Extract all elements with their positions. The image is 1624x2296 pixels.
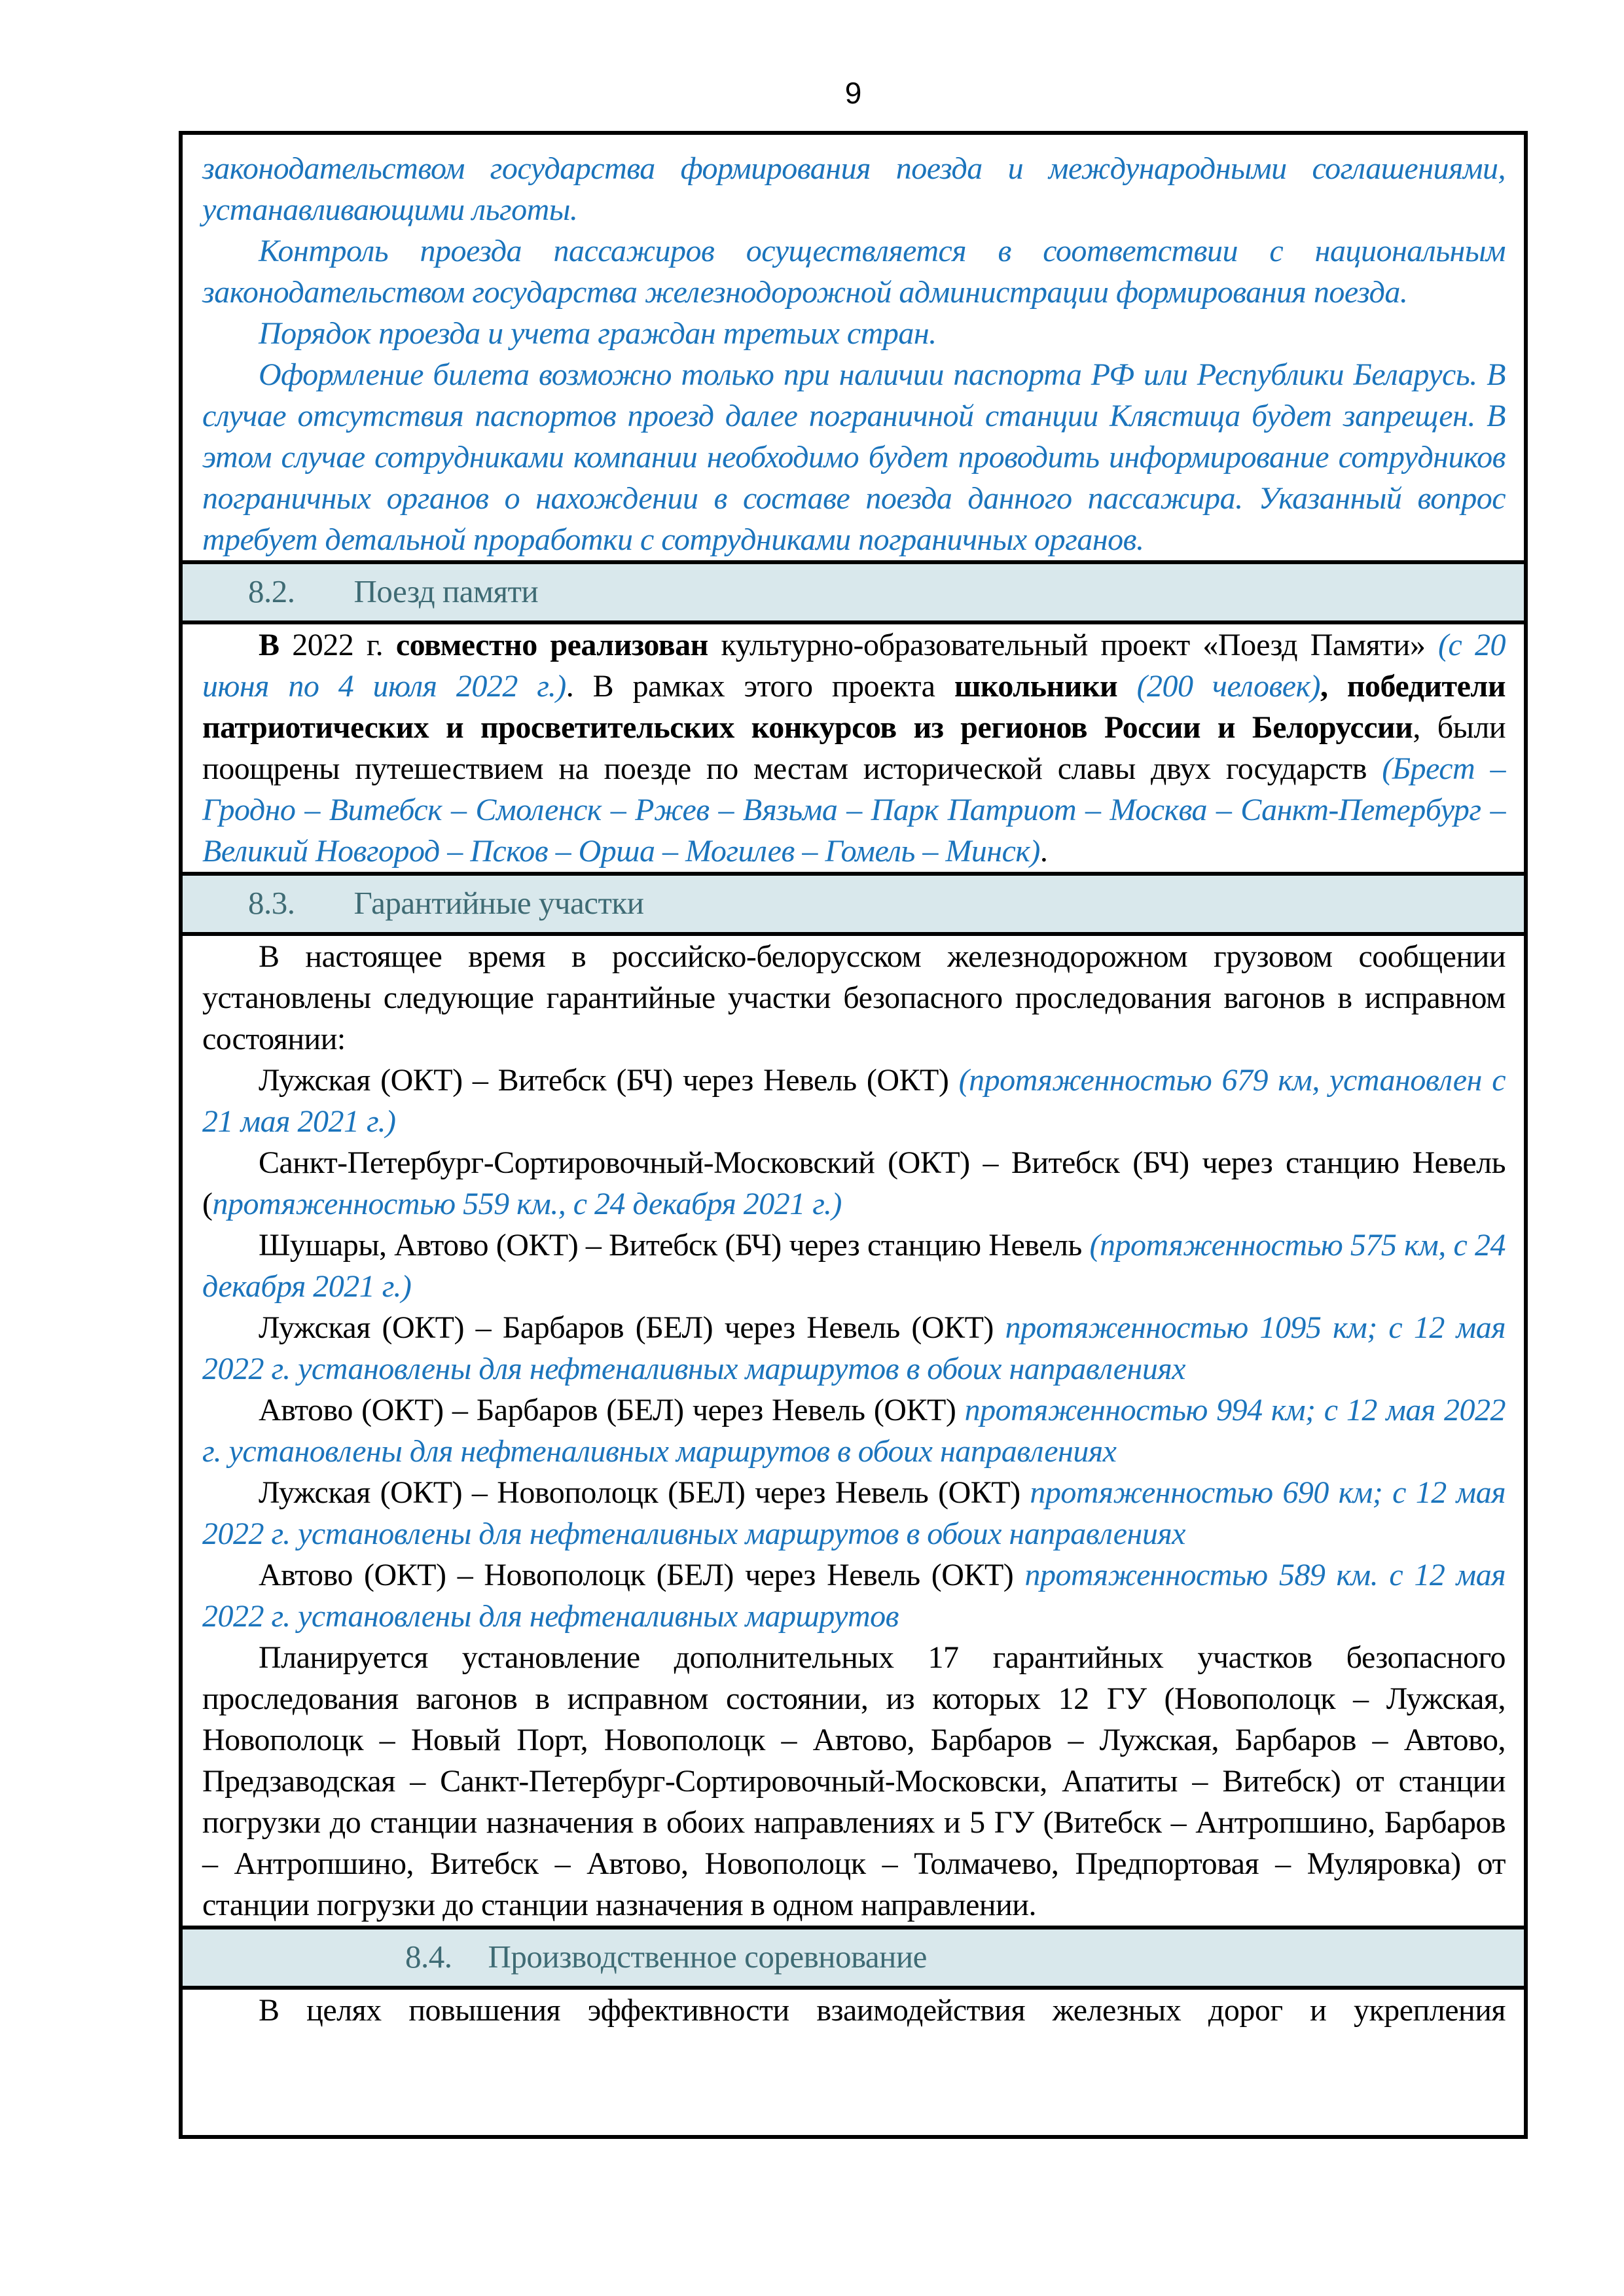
text-segment: (протяженностью 575 км, с 24 декабря 2021 г.) [202,1228,1506,1304]
text-segment: протяженностью 690 км; с 12 мая 2022 г. установлены для нефтеналивных маршрутов в обоих направлениях [202,1475,1506,1551]
paragraph-memory-train [202,624,1506,872]
text-segment: (протяженностью 679 км, установлен с 21 мая 2021 г.) [202,1063,1506,1139]
section-title: Поезд памяти [353,573,539,609]
text-segment: Автово (ОКТ) – Новополоцк (БЕЛ) через Невель (ОКТ) [259,1558,1025,1592]
text-segment: , были поощрены путешествием на поезде по местам исторической славы двух государств [202,710,1506,786]
text-segment: Лужская (ОКТ) – Барбаров (БЕЛ) через Невель (ОКТ) [259,1310,1005,1345]
text-segment: протяженностью 559 км., с 24 декабря 2021 г.) [212,1187,842,1221]
text-segment: протяженностью 1095 км; с 12 мая 2022 г. установлены для нефтеналивных маршрутов в обоих направлениях [202,1310,1506,1386]
text-segment: протяженностью 994 км; с 12 мая 2022 г. установлены для нефтеналивных маршрутов в обоих направлениях [202,1393,1506,1469]
text-segment: Планируется установление дополнительных 17 гарантийных участков безопасного проследования вагонов в исправном состоянии, из которых 12 ГУ (Новополоцк – Лужская, Новополоцк – Новый Порт, Новополоцк – Автово, Барбаров – Лужская, Барбаров – Автово, Предзаводская – Санкт-Петербург-Сортировочный-Московски, Апатиты – Витебск) от станции погрузки до станции назначения в обоих направлениях и 5 ГУ (Витебск – Антропшино, Барбаров – Антропшино, Витебск – Автово, Новополоцк – Толмачево, Предпортовая – Муляровка) от станции погрузки до станции назначения в одном направлении. [202,1640,1506,1922]
section-number: 8.4. [405,1939,452,1975]
text-segment: В настоящее время в российско-белорусском железнодорожном грузовом сообщении установлены следующие гарантийные участки безопасного проследования вагонов в исправном состоянии: [202,939,1506,1056]
text-segment: Санкт-Петербург-Сортировочный-Московский (ОКТ) – Витебск (БЧ) через станцию Невель ( [202,1145,1506,1221]
text-segment [1117,669,1136,704]
text-segment: школьники [954,669,1118,704]
text-segment: (Брест – Гродно – Витебск – Смоленск – Ржев – Вязьма – Парк Патриот – Москва – Санкт-Петербург – Великий Новгород – Псков – Орша – Могилев – Гомель – Минск) [202,751,1506,869]
paragraph-procedure [202,313,1506,354]
paragraph-ticketing [202,354,1506,560]
paragraph-route-shushary-vitebsk [202,1225,1506,1307]
section-number: 8.2. [248,573,295,609]
section-header-8-2 [183,560,1524,624]
paragraph-guarantee-intro [202,936,1506,1060]
paragraph-route-avtovo-novopolotsk [202,1554,1506,1637]
page-number: 9 [844,76,862,110]
paragraph-control [202,230,1506,313]
section-title: Гарантийные участки [353,885,644,921]
text-segment: Порядок проезда и учета граждан третьих стран. [259,316,937,351]
paragraph-route-luzhskaya-vitebsk [202,1060,1506,1142]
text-segment: . [1039,834,1048,869]
text-segment: Лужская (ОКТ) – Новополоцк (БЕЛ) через Невель (ОКТ) [259,1475,1030,1510]
text-segment: Шушары, Автово (ОКТ) – Витебск (БЧ) через станцию Невель [259,1228,1090,1263]
section-header-8-3 [183,872,1524,936]
text-segment: совместно реализован [395,628,708,662]
paragraph-route-avtovo-barbarov [202,1390,1506,1472]
document-body [183,135,1524,2031]
text-segment: . В рамках этого проекта [566,669,954,704]
text-segment: протяженностью 589 км. с 12 мая 2022 г. установлены для нефтеналивных маршрутов [202,1558,1506,1634]
text-segment: В целях повышения эффективности взаимодействия железных дорог и укрепления [259,1993,1506,2028]
section-number: 8.3. [248,885,295,921]
text-segment: (с 20 июня по 4 июля 2022 г.) [202,628,1506,704]
text-segment: Оформление билета возможно только при наличии паспорта РФ или Республики Беларусь. В случае отсутствия паспортов проезд далее пограничной станции Клястица будет запрещен. В этом случае сотрудниками компании необходимо будет проводить информирование сотрудников пограничных органов о нахождении в составе поезда данного пассажира. Указанный вопрос требует детальной проработки с сотрудниками пограничных органов. [202,357,1506,557]
text-segment: Лужская (ОКТ) – Витебск (БЧ) через Невель (ОКТ) [259,1063,959,1098]
text-segment: культурно-образовательный проект «Поезд Памяти» [708,628,1439,662]
text-segment: (200 человек) [1136,669,1321,704]
paragraph-route-luzhskaya-barbarov [202,1307,1506,1390]
text-segment: Контроль проезда пассажиров осуществляется в соответствии с национальным законодательством государства железнодорожной администрации формирования поезда. [202,234,1506,310]
section-header-8-4 [183,1926,1524,1990]
content-border-box [179,131,1528,2139]
paragraph-route-luzhskaya-novopolotsk [202,1472,1506,1554]
text-segment: , победители патриотических и просветительских конкурсов из регионов России и Белоруссии [202,669,1506,745]
text-segment: В [259,628,280,662]
paragraph-legislation [202,148,1506,230]
section-title: Производственное соревнование [488,1939,927,1975]
paragraph-competition-intro [202,1990,1506,2031]
text-segment: Автово (ОКТ) – Барбаров (БЕЛ) через Невель (ОКТ) [259,1393,965,1427]
paragraph-planned-sections [202,1637,1506,1926]
text-segment: законодательством государства формирования поезда и международными соглашениями, устанавливающими льготы. [202,151,1506,227]
paragraph-route-spb-vitebsk [202,1142,1506,1225]
text-segment: 2022 г. [279,628,396,662]
